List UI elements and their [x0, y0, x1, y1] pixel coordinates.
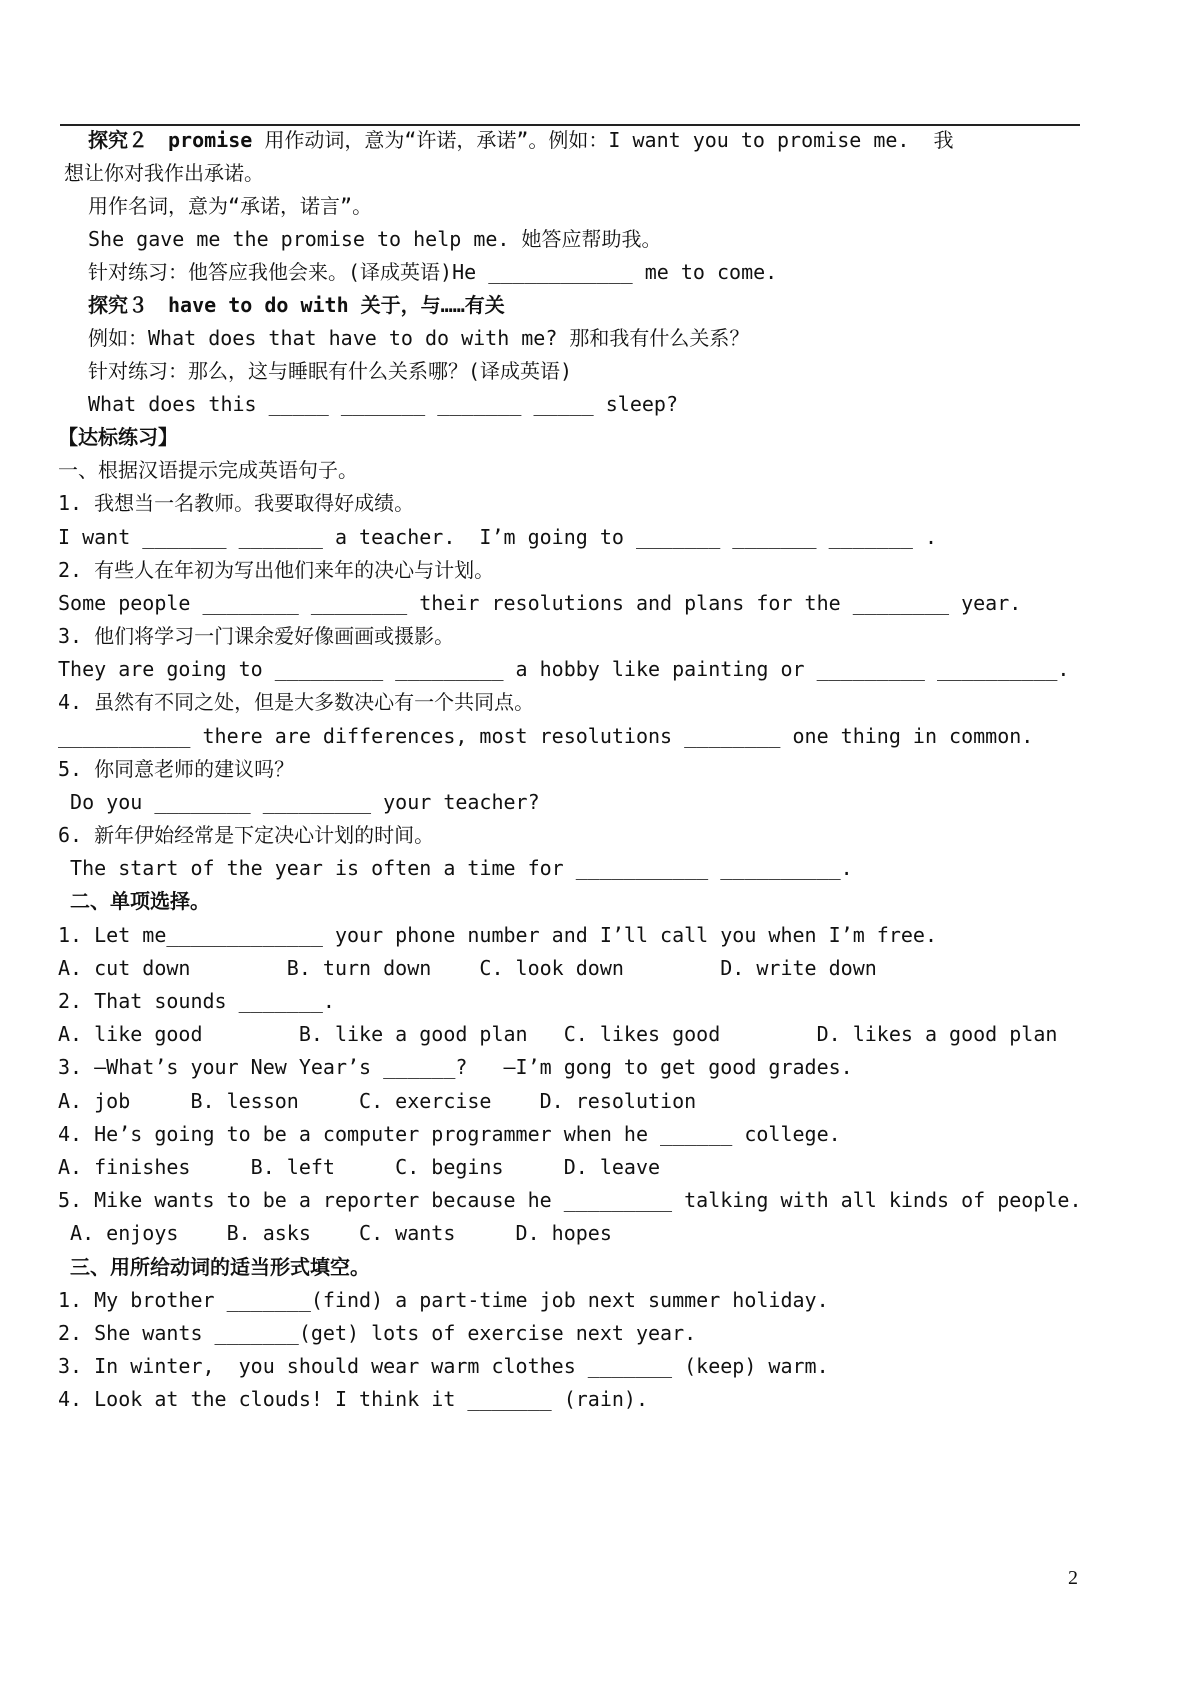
- line-1-rest: 用作动词，意为“许诺，承诺”。例如：I want you to promise me. 我: [252, 128, 954, 152]
- line-2: 想让你对我作出承诺。: [64, 161, 264, 185]
- line-13: I want _______ _______ a teacher. I’m going to _______ _______ _______ .: [58, 525, 937, 549]
- line-33: 5. Mike wants to be a reporter because he _________ talking with all kinds of people.: [58, 1188, 1082, 1212]
- line-20: 5. 你同意老师的建议吗？: [58, 757, 295, 781]
- line-37: 2. She wants _______(get) lots of exercise next year.: [58, 1321, 697, 1345]
- line-16: 3. 他们将学习一门课余爱好像画画或摄影。: [58, 624, 455, 648]
- line-17: They are going to _________ _________ a hobby like painting or _________ __________.: [58, 657, 1070, 681]
- section-heading-multiple-choice: 二、单项选择。: [58, 889, 211, 913]
- line-7: 例如：What does that have to do with me? 那和我有什么关系？: [88, 326, 750, 350]
- line-11: 一、根据汉语提示完成英语句子。: [58, 458, 358, 482]
- line-38: 3. In winter, you should wear warm clothes _______ (keep) warm.: [58, 1354, 829, 1378]
- line-30: A. job B. lesson C. exercise D. resolution: [58, 1089, 697, 1113]
- line-29: 3. —What’s your New Year’s ______? —I’m gong to get good grades.: [58, 1055, 853, 1079]
- line-18: 4. 虽然有不同之处，但是大多数决心有一个共同点。: [58, 690, 535, 714]
- line-36: 1. My brother _______(find) a part-time job next summer holiday.: [58, 1288, 829, 1312]
- line-3: 用作名词，意为“承诺，诺言”。: [88, 194, 373, 218]
- header-rule: [60, 124, 1080, 126]
- line-9: What does this _____ _______ _______ _____ sleep?: [88, 392, 679, 416]
- line-1: [88, 127, 954, 153]
- line-6: 探究３ have to do with 关于，与……有关: [88, 293, 505, 317]
- line-31: 4. He’s going to be a computer programmer when he ______ college.: [58, 1122, 841, 1146]
- line-27: 2. That sounds _______.: [58, 989, 335, 1013]
- line-1-bold: 探究２ promise: [88, 128, 253, 152]
- line-12: 1. 我想当一名教师。我要取得好成绩。: [58, 491, 415, 515]
- line-34: A. enjoys B. asks C. wants D. hopes: [58, 1221, 612, 1245]
- section-heading-standard-practice: 【达标练习】: [58, 425, 178, 449]
- line-22: 6. 新年伊始经常是下定决心计划的时间。: [58, 823, 435, 847]
- line-14: 2. 有些人在年初为写出他们来年的决心与计划。: [58, 558, 495, 582]
- line-28: A. like good B. like a good plan C. likes good D. likes a good plan: [58, 1022, 1058, 1046]
- line-8: 针对练习：那么，这与睡眠有什么关系哪？(译成英语): [88, 359, 573, 383]
- page-number: 2: [1068, 1567, 1078, 1589]
- line-19: ___________ there are differences, most resolutions ________ one thing in common.: [58, 724, 1034, 748]
- line-23: The start of the year is often a time for ___________ __________.: [58, 856, 853, 880]
- line-32: A. finishes B. left C. begins D. leave: [58, 1155, 661, 1179]
- line-4: She gave me the promise to help me. 她答应帮助我。: [88, 227, 662, 251]
- line-26: A. cut down B. turn down C. look down D. write down: [58, 956, 877, 980]
- line-21: Do you ________ _________ your teacher?: [58, 790, 540, 814]
- line-15: Some people ________ ________ their resolutions and plans for the ________ year.: [58, 591, 1022, 615]
- line-39: 4. Look at the clouds! I think it _______ (rain).: [58, 1387, 649, 1411]
- line-25: 1. Let me_____________ your phone number and I’ll call you when I’m free.: [58, 923, 937, 947]
- section-heading-verb-forms: 三、用所给动词的适当形式填空。: [58, 1255, 371, 1279]
- line-5: 针对练习：他答应我他会来。(译成英语)He ____________ me to come.: [88, 260, 778, 284]
